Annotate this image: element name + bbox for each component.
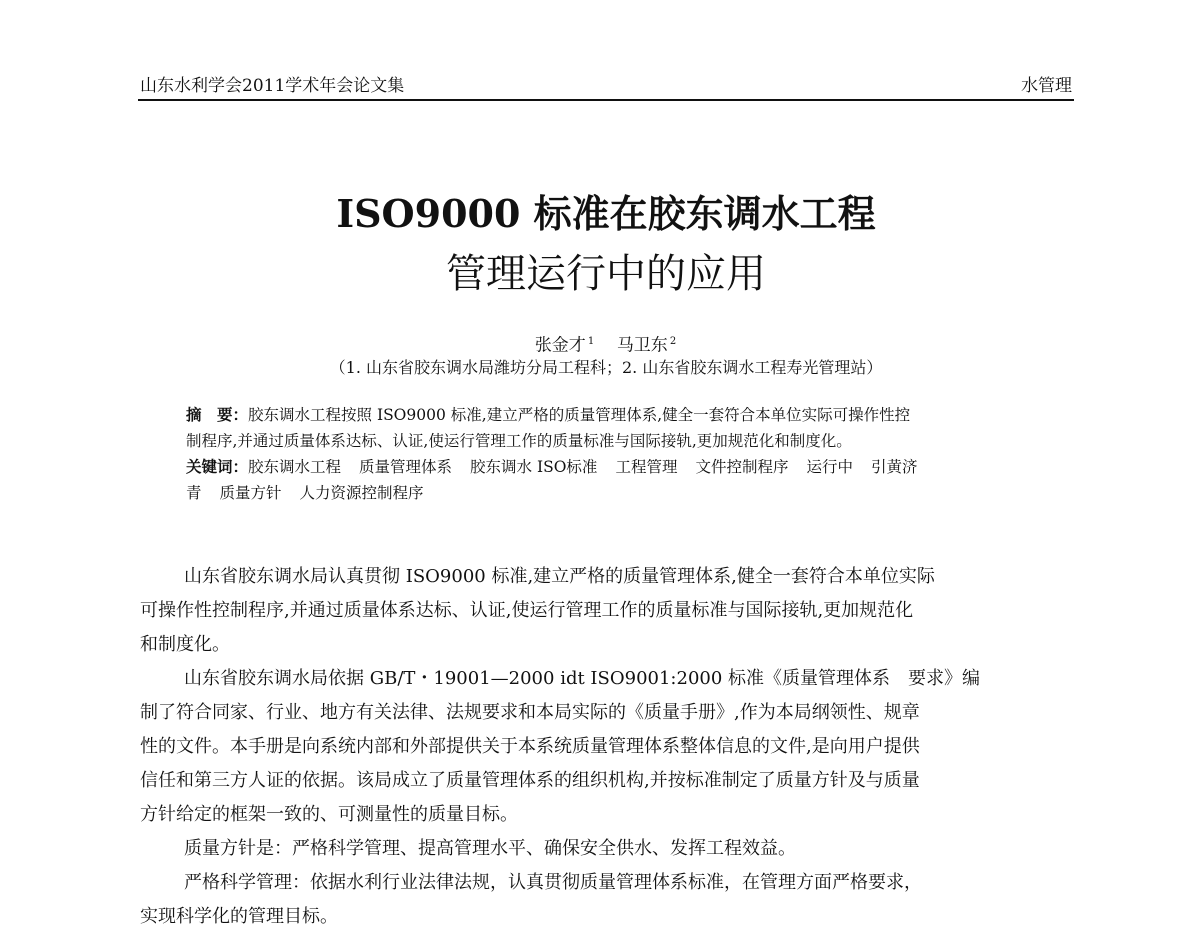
abstract-text-1: 胶东调水工程按照 ISO9000 标准,建立严格的质量管理体系,健全一套符合本单位实际可操作性控 — [248, 406, 911, 424]
running-head-section: 水管理 — [1021, 76, 1072, 96]
paragraph-2-line-5: 方针给定的框架一致的、可测量性的质量目标。 — [140, 804, 518, 825]
running-head — [140, 74, 1072, 98]
paragraph-2-line-4: 信任和第三方人证的依据。该局成立了质量管理体系的组织机构,并按标准制定了质量方针及与质量 — [140, 770, 920, 791]
abstract-line-1 — [186, 402, 1044, 428]
paragraph-2-line-2: 制了符合同家、行业、地方有关法律、法规要求和本局实际的《质量手册》,作为本局纲领性、规章 — [140, 702, 920, 723]
keyword: 工程管理 — [615, 458, 678, 476]
abstract-text-2: 制程序,并通过质量体系达标、认证,使运行管理工作的质量标准与国际接轨,更加规范化和制度化。 — [186, 432, 852, 450]
keyword: 质量管理体系 — [359, 458, 453, 476]
keyword: 人力资源控制程序 — [299, 484, 424, 502]
keyword: 胶东调水工程 — [248, 458, 342, 476]
abstract-label: 摘 要： — [186, 405, 249, 424]
keyword: 胶东调水 ISO标准 — [470, 458, 598, 476]
author-2-mark: 2 — [669, 336, 677, 347]
keyword: 文件控制程序 — [695, 458, 789, 476]
abstract-line-2 — [186, 428, 1044, 454]
keyword: 青 — [186, 484, 202, 502]
keyword: 质量方针 — [219, 484, 282, 502]
paragraph-2-line-1: 山东省胶东调水局依据 GB/T・19001—2000 idt ISO9001:2000 标准《质量管理体系 要求》编 — [184, 668, 981, 689]
paragraph-2-line-3: 性的文件。本手册是向系统内部和外部提供关于本系统质量管理体系整体信息的文件,是向用户提供 — [140, 736, 920, 757]
authors — [140, 330, 1072, 358]
paragraph-1-line-2: 可操作性控制程序,并通过质量体系达标、认证,使运行管理工作的质量标准与国际接轨,更加规范化 — [140, 600, 914, 621]
affiliation: （1. 山东省胶东调水局潍坊分局工程科；2. 山东省胶东调水工程寿光管理站） — [329, 358, 883, 377]
body-text — [140, 560, 1074, 934]
paragraph-4-line-1: 严格科学管理：依据水利行业法律法规，认真贯彻质量管理体系标准，在管理方面严格要求， — [184, 872, 922, 893]
abstract-block — [186, 402, 1044, 506]
header-rule — [138, 99, 1074, 101]
paragraph-3: 质量方针是：严格科学管理、提高管理水平、确保安全供水、发挥工程效益。 — [184, 838, 796, 859]
running-head-journal: 山东水利学会2011学术年会论文集 — [140, 76, 405, 96]
author-2: 马卫东 — [616, 335, 668, 356]
title-line-2: 管理运行中的应用 — [446, 251, 766, 297]
author-1-mark: 1 — [587, 336, 595, 347]
title-line-1: ISO9000 标准在胶东调水工程 — [336, 191, 876, 236]
paragraph-1-line-1: 山东省胶东调水局认真贯彻 ISO9000 标准,建立严格的质量管理体系,健全一套符合本单位实际 — [184, 566, 935, 587]
keywords-label: 关键词： — [186, 457, 249, 476]
paragraph-1-line-3: 和制度化。 — [140, 634, 230, 655]
author-1: 张金才 — [534, 335, 586, 356]
keywords-line-2 — [186, 480, 1044, 506]
keyword: 运行中 — [806, 458, 853, 476]
keywords-line-1 — [186, 454, 1044, 480]
paragraph-4-line-2: 实现科学化的管理目标。 — [140, 906, 338, 927]
keyword: 引黄济 — [870, 458, 918, 476]
